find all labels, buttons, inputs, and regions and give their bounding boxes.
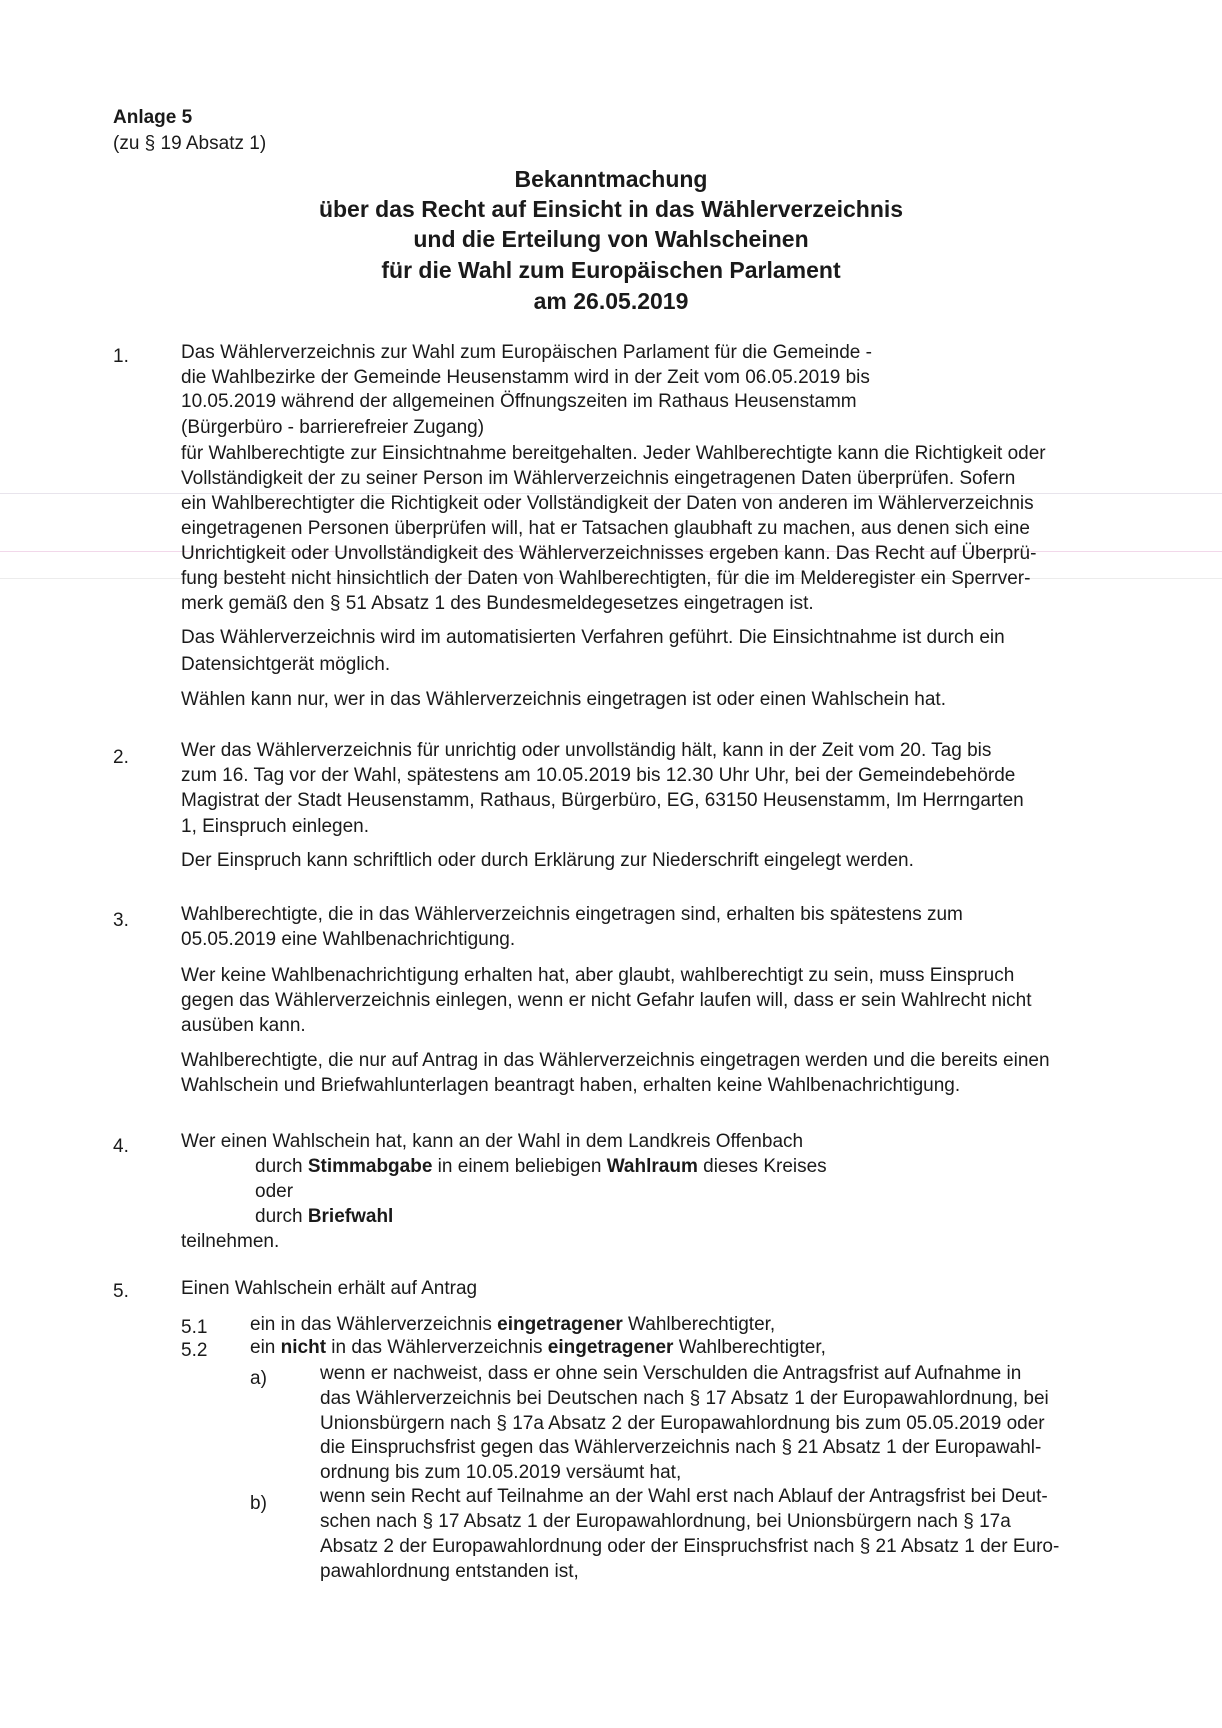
document-title: und die Erteilung von Wahlscheinen [413,226,809,252]
section-1-line: die Wahlbezirke der Gemeinde Heusenstamm wird in der Zeit vom 06.05.2019 bis [181,367,870,388]
section-3-line: 05.05.2019 eine Wahlbenachrichtigung. [181,929,516,950]
document-title: Bekanntmachung [514,166,708,192]
section-1-line: für Wahlberechtigte zur Einsichtnahme bereitgehalten. Jeder Wahlberechtigte kann die Richtigkeit oder [181,443,1046,464]
section-1-line: Das Wählerverzeichnis wird im automatisierten Verfahren geführt. Die Einsichtnahme ist durch ein [181,627,1005,648]
text: ein in das Wählerverzeichnis [250,1314,498,1335]
item-a-line: wenn er nachweist, dass er ohne sein Verschulden die Antragsfrist auf Aufnahme in [320,1363,1022,1384]
item-b-line: wenn sein Recht auf Teilnahme an der Wahl erst nach Ablauf der Antragsfrist bei Deut- [320,1486,1048,1507]
section-number: 1. [113,346,129,367]
section-1-line: fung besteht nicht hinsichtlich der Daten von Wahlberechtigten, für die im Melderegister ein Sperrver- [181,568,1031,589]
item-b-line: pawahlordnung entstanden ist, [320,1561,579,1582]
item-label: a) [250,1368,267,1389]
document-title: am 26.05.2019 [533,288,689,314]
section-5-intro: Einen Wahlschein erhält auf Antrag [181,1278,478,1299]
item-a-line: das Wählerverzeichnis bei Deutschen nach § 17 Absatz 1 der Europawahlordnung, bei [320,1388,1049,1409]
item-a-line: Unionsbürgern nach § 17a Absatz 2 der Europawahlordnung bis zum 05.05.2019 oder [320,1413,1045,1434]
section-4-option-briefwahl [255,1207,393,1226]
bold-term: Stimmabgabe [307,1156,433,1177]
section-number: 3. [113,910,129,931]
section-3-line: Wahlschein und Briefwahlunterlagen beantragt haben, erhalten keine Wahlbenachrichtigung. [181,1075,961,1096]
bold-term: Wahlraum [606,1156,698,1177]
section-4-line: Wer einen Wahlschein hat, kann an der Wahl in dem Landkreis Offenbach [181,1131,804,1152]
bold-term: Briefwahl [307,1206,394,1227]
text: durch [255,1206,308,1227]
section-4-oder: oder [255,1181,294,1202]
section-1-line: (Bürgerbüro - barrierefreier Zugang) [181,417,485,438]
section-2-line: Magistrat der Stadt Heusenstamm, Rathaus, Bürgerbüro, EG, 63150 Heusenstamm, Im Herrngarten [181,790,1024,811]
section-2-line: 1, Einspruch einlegen. [181,816,370,837]
section-2-line: zum 16. Tag vor der Wahl, spätestens am 10.05.2019 bis 12.30 Uhr Uhr, bei der Gemeindebehörde [181,765,1016,786]
document-title: für die Wahl zum Europäischen Parlament [381,257,841,283]
section-1-line: Unrichtigkeit oder Unvollständigkeit des Wählerverzeichnisses ergeben kann. Das Recht auf Überprü- [181,543,1037,564]
section-number: 4. [113,1136,129,1157]
section-1-line: Datensichtgerät möglich. [181,654,391,675]
annex-label: Anlage 5 [113,107,193,128]
bold-term: nicht [280,1337,327,1358]
section-1-line: Vollständigkeit der zu seiner Person im Wählerverzeichnis eingetragenen Daten überprüfen. Sofern [181,468,1016,489]
text: Wahlberechtigter, [673,1337,826,1358]
subsection-number: 5.2 [181,1340,208,1361]
text: in einem beliebigen [432,1156,607,1177]
item-b-line: schen nach § 17 Absatz 1 der Europawahlordnung, bei Unionsbürgern nach § 17a [320,1511,1011,1532]
section-4-line: teilnehmen. [181,1231,280,1252]
text: durch [255,1156,308,1177]
subsection-5-1-text [250,1315,775,1334]
text: in das Wählerverzeichnis [326,1337,548,1358]
section-3-line: gegen das Wählerverzeichnis einlegen, wenn er nicht Gefahr laufen will, dass er sein Wahlrecht nicht [181,990,1032,1011]
section-number: 2. [113,747,129,768]
section-2-line: Der Einspruch kann schriftlich oder durch Erklärung zur Niederschrift eingelegt werden. [181,850,914,871]
section-1-line: eingetragenen Personen überprüfen will, hat er Tatsachen glaubhaft zu machen, aus denen sich eine [181,518,1030,539]
item-label: b) [250,1493,267,1514]
section-3-line: Wahlberechtigte, die nur auf Antrag in das Wählerverzeichnis eingetragen werden und die bereits einen [181,1050,1050,1071]
text: Wahlberechtigter, [622,1314,776,1335]
section-1-line: ein Wahlberechtigter die Richtigkeit oder Vollständigkeit der Daten von anderen im Wählerverzeichnis [181,493,1034,514]
section-1-line: Das Wählerverzeichnis zur Wahl zum Europäischen Parlament für die Gemeinde - [181,342,872,363]
subsection-number: 5.1 [181,1317,208,1338]
section-number: 5. [113,1281,129,1302]
section-3-line: Wer keine Wahlbenachrichtigung erhalten hat, aber glaubt, wahlberechtigt zu sein, muss Einspruch [181,965,1015,986]
item-a-line: die Einspruchsfrist gegen das Wählerverzeichnis nach § 21 Absatz 1 der Europawahl- [320,1437,1042,1458]
text: ein [250,1337,281,1358]
section-1-line: merk gemäß den § 51 Absatz 1 des Bundesmeldegesetzes eingetragen ist. [181,593,814,614]
item-a-line: ordnung bis zum 10.05.2019 versäumt hat, [320,1462,682,1483]
section-3-line: ausüben kann. [181,1015,306,1036]
item-b-line: Absatz 2 der Europawahlordnung oder der Einspruchsfrist nach § 21 Absatz 1 der Euro- [320,1536,1060,1557]
bold-term: eingetragener [547,1337,674,1358]
section-3-line: Wahlberechtigte, die in das Wählerverzeichnis eingetragen sind, erhalten bis spätestens zum [181,904,963,925]
section-4-option-stimmabgabe [255,1157,827,1176]
subsection-5-2-text [250,1338,826,1357]
text: dieses Kreises [697,1156,827,1177]
section-1-line: Wählen kann nur, wer in das Wählerverzeichnis eingetragen ist oder einen Wahlschein hat. [181,689,946,710]
document-title: über das Recht auf Einsicht in das Wählerverzeichnis [318,196,904,222]
annex-reference: (zu § 19 Absatz 1) [113,133,267,154]
section-2-line: Wer das Wählerverzeichnis für unrichtig oder unvollständig hält, kann in der Zeit vom 20. Tag bis [181,740,992,761]
section-1-line: 10.05.2019 während der allgemeinen Öffnungszeiten im Rathaus Heusenstamm [181,391,857,412]
bold-term: eingetragener [497,1314,623,1335]
